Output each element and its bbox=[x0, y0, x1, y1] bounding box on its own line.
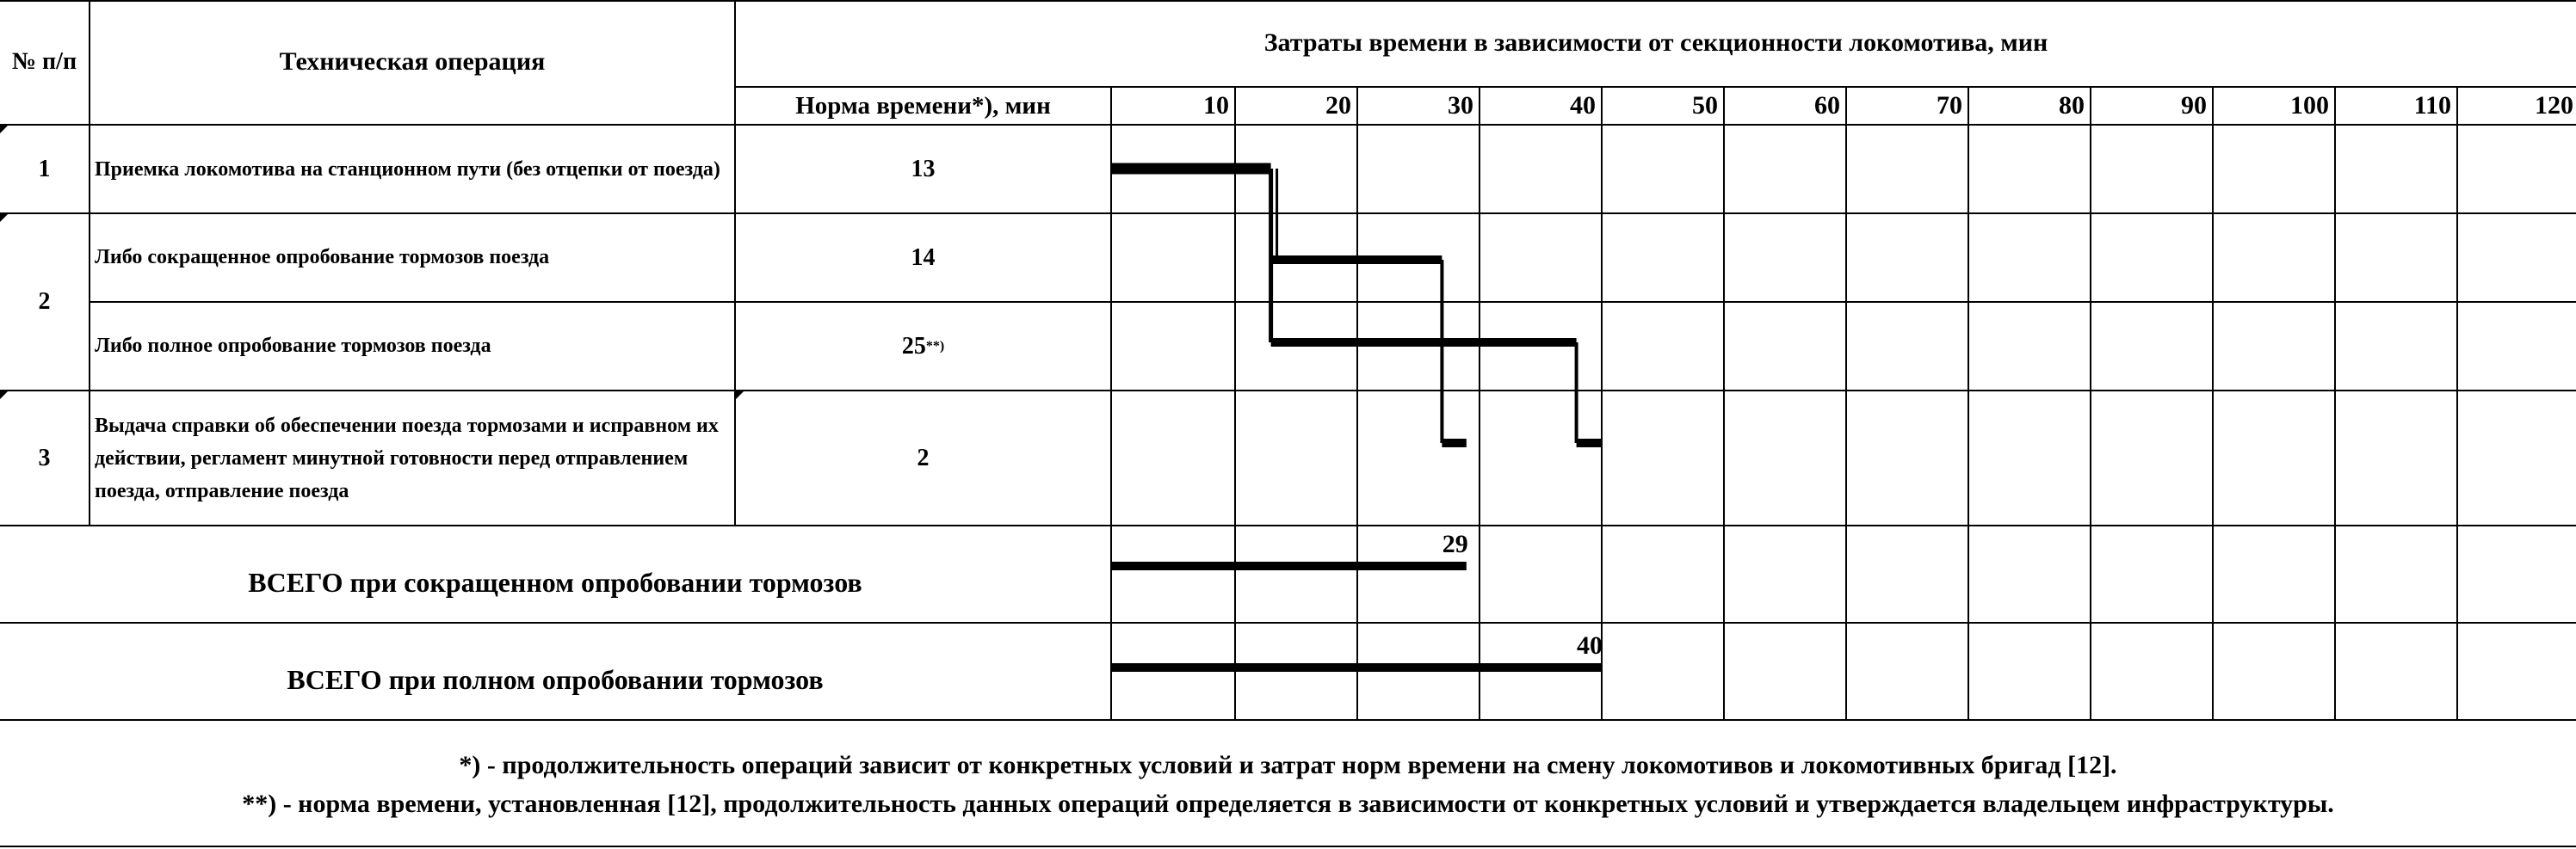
row-2b-norm-footnote: **) bbox=[925, 338, 945, 354]
row-1-number: 1 bbox=[38, 155, 51, 182]
row-2b-norm-value: 25 bbox=[901, 332, 926, 360]
header-operation: Техническая операция bbox=[279, 47, 546, 76]
grid-line-80 bbox=[2090, 86, 2091, 721]
tick-label-80: 80 bbox=[2059, 91, 2085, 120]
tick-label-30: 30 bbox=[1448, 91, 1473, 120]
tick-label-20: 20 bbox=[1325, 91, 1351, 120]
grid-line-100 bbox=[2334, 86, 2336, 721]
grid-line-10 bbox=[1234, 86, 1236, 721]
cell-corner-mark bbox=[0, 214, 8, 222]
tick-label-40: 40 bbox=[1570, 91, 1596, 120]
row-1-operation: Приемка локомотива на станционном пути (без отцепки от поезда) bbox=[95, 157, 720, 181]
tick-label-100: 100 bbox=[2290, 91, 2329, 120]
rule-bottom bbox=[0, 846, 2576, 847]
grid-line-30 bbox=[1479, 86, 1480, 721]
cell-corner-mark bbox=[0, 391, 8, 399]
grid-line-50 bbox=[1723, 86, 1725, 721]
row-2a-norm: 14 bbox=[911, 243, 936, 271]
row-3-norm: 2 bbox=[917, 444, 930, 471]
row-2-number: 2 bbox=[38, 288, 51, 315]
rule-col-norm bbox=[1110, 86, 1112, 721]
tick-label-90: 90 bbox=[2181, 91, 2207, 120]
row-2b-norm bbox=[736, 303, 1110, 390]
row-2b-operation: Либо полное опробование тормозов поезда bbox=[95, 335, 491, 357]
row-3-operation: Выдача справки об обеспечении поезда тормозами и исправном их действии, регламент минутной готовности перед отправлением поезда, отправление поезда bbox=[95, 414, 719, 502]
tick-label-120: 120 bbox=[2535, 91, 2573, 120]
grid-line-90 bbox=[2212, 86, 2214, 721]
header-time-group: Затраты времени в зависимости от секционности локомотива, мин bbox=[1263, 28, 2048, 57]
total-full-label: ВСЕГО при полном опробовании тормозов bbox=[287, 664, 824, 695]
tick-label-10: 10 bbox=[1203, 91, 1229, 120]
total-short-value: 29 bbox=[1442, 530, 1468, 558]
cell-corner-mark bbox=[736, 391, 744, 399]
grid-line-40 bbox=[1601, 86, 1603, 721]
tick-label-60: 60 bbox=[1814, 91, 1840, 120]
total-full-value: 40 bbox=[1577, 631, 1603, 660]
grid-line-110 bbox=[2456, 86, 2458, 721]
row-1-norm: 13 bbox=[911, 155, 936, 182]
grid-line-70 bbox=[1968, 86, 1969, 721]
footnote-1: *) - продолжительность операций зависит от конкретных условий и затрат норм времени на смену локомотивов и локомотивных бригад [12]. bbox=[459, 751, 2117, 779]
tick-label-50: 50 bbox=[1692, 91, 1718, 120]
grid-line-60 bbox=[1845, 86, 1847, 721]
rule-total2 bbox=[0, 719, 2576, 721]
tick-label-70: 70 bbox=[1937, 91, 1962, 120]
row-3-number: 3 bbox=[38, 444, 51, 471]
tick-label-110: 110 bbox=[2413, 91, 2451, 120]
footnote-2: **) - норма времени, установленная [12], продолжительность данных операций определяется в зависимости от конкретных условий и утверждается владельцем инфраструктуры. bbox=[242, 790, 2334, 818]
grid-line-20 bbox=[1356, 86, 1358, 721]
total-short-label: ВСЕГО при сокращенном опробовании тормозов bbox=[248, 567, 862, 598]
header-norm: Норма времени*), мин bbox=[795, 91, 1051, 120]
cell-corner-mark bbox=[0, 126, 8, 133]
header-number: № п/п bbox=[11, 48, 77, 75]
row-2a-operation: Либо сокращенное опробование тормозов поезда bbox=[95, 246, 550, 268]
